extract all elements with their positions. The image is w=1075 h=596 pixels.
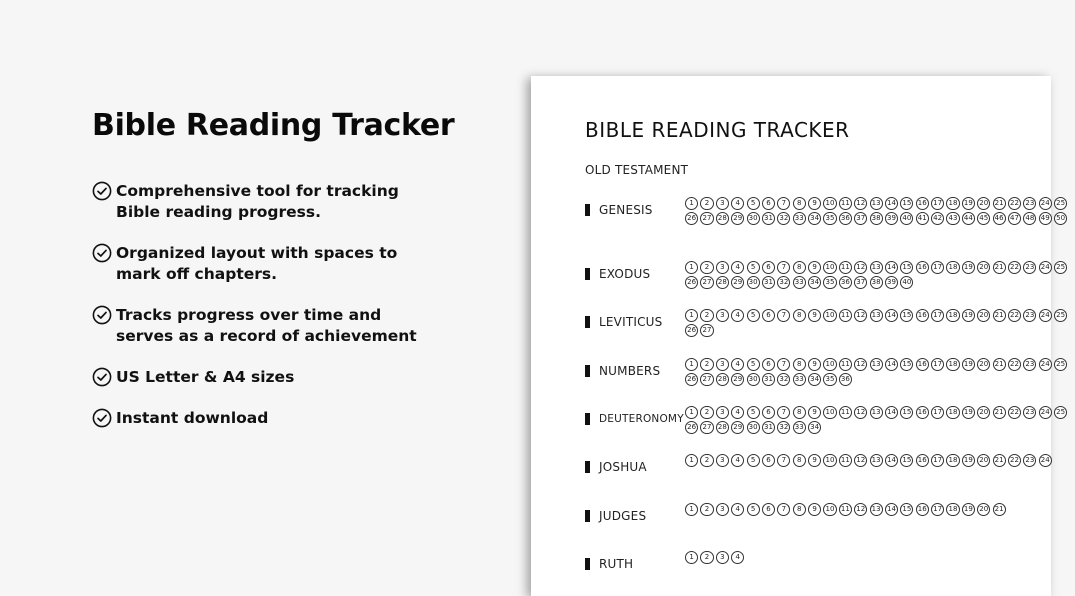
chapter-checkbox[interactable]: 21 [993, 503, 1006, 516]
chapter-checkbox[interactable]: 50 [1054, 212, 1067, 225]
chapter-grid [685, 309, 1075, 337]
chapter-checkbox[interactable]: 10 [823, 358, 836, 371]
chapter-checkbox[interactable]: 4 [731, 551, 744, 564]
chapter-checkbox[interactable]: 47 [1008, 212, 1021, 225]
chapter-checkbox[interactable]: 21 [993, 358, 1006, 371]
chapter-checkbox[interactable]: 19 [962, 309, 975, 322]
circle-check-icon [92, 243, 112, 263]
chapter-checkbox[interactable]: 36 [839, 276, 852, 289]
chapter-checkbox[interactable]: 5 [747, 309, 760, 322]
chapter-checkbox[interactable]: 32 [777, 276, 790, 289]
chapter-checkbox[interactable]: 14 [885, 358, 898, 371]
chapter-checkbox[interactable]: 16 [916, 261, 929, 274]
chapter-checkbox[interactable]: 1 [685, 358, 698, 371]
section-heading: OLD TESTAMENT [585, 163, 689, 177]
chapter-checkbox[interactable]: 40 [900, 212, 913, 225]
chapter-checkbox[interactable]: 26 [685, 276, 698, 289]
chapter-checkbox[interactable]: 3 [716, 503, 729, 516]
chapter-checkbox[interactable]: 36 [839, 212, 852, 225]
book-marker [585, 365, 590, 377]
chapter-checkbox[interactable]: 19 [962, 358, 975, 371]
chapter-checkbox[interactable]: 8 [793, 358, 806, 371]
chapter-checkbox[interactable]: 7 [777, 358, 790, 371]
chapter-checkbox[interactable]: 8 [793, 309, 806, 322]
chapter-checkbox[interactable]: 2 [700, 197, 713, 210]
chapter-checkbox[interactable]: 34 [808, 421, 821, 434]
chapter-checkbox[interactable]: 21 [993, 406, 1006, 419]
chapter-checkbox[interactable]: 20 [977, 454, 990, 467]
chapter-checkbox[interactable]: 11 [839, 309, 852, 322]
chapter-checkbox[interactable]: 20 [977, 309, 990, 322]
chapter-checkbox[interactable]: 5 [747, 406, 760, 419]
chapter-checkbox[interactable]: 6 [762, 406, 775, 419]
chapter-checkbox[interactable]: 24 [1039, 197, 1052, 210]
chapter-checkbox[interactable]: 9 [808, 197, 821, 210]
feature-item [92, 408, 472, 429]
chapter-checkbox[interactable]: 48 [1023, 212, 1036, 225]
feature-item [92, 367, 472, 388]
book-marker [585, 510, 590, 522]
chapter-checkbox[interactable]: 20 [977, 358, 990, 371]
chapter-checkbox[interactable]: 17 [931, 261, 944, 274]
chapter-checkbox[interactable]: 19 [962, 454, 975, 467]
chapter-checkbox[interactable]: 2 [700, 309, 713, 322]
chapter-checkbox[interactable]: 11 [839, 197, 852, 210]
book-marker [585, 461, 590, 473]
chapter-checkbox[interactable]: 7 [777, 261, 790, 274]
chapter-checkbox[interactable]: 35 [823, 212, 836, 225]
chapter-checkbox[interactable]: 10 [823, 454, 836, 467]
chapter-checkbox[interactable]: 33 [793, 276, 806, 289]
chapter-checkbox[interactable]: 5 [747, 358, 760, 371]
circle-check-icon [92, 367, 112, 387]
chapter-checkbox[interactable]: 10 [823, 406, 836, 419]
chapter-checkbox[interactable]: 25 [1054, 261, 1067, 274]
chapter-checkbox[interactable]: 33 [793, 212, 806, 225]
chapter-checkbox[interactable]: 39 [885, 212, 898, 225]
chapter-checkbox[interactable]: 13 [870, 406, 883, 419]
chapter-checkbox[interactable]: 8 [793, 454, 806, 467]
chapter-grid [685, 406, 1075, 434]
chapter-checkbox[interactable]: 18 [946, 358, 959, 371]
chapter-checkbox[interactable]: 5 [747, 197, 760, 210]
chapter-checkbox[interactable]: 37 [854, 276, 867, 289]
chapter-grid [685, 261, 1075, 289]
chapter-grid [685, 358, 1075, 386]
book-marker [585, 268, 590, 280]
chapter-checkbox[interactable]: 38 [870, 276, 883, 289]
chapter-checkbox[interactable]: 2 [700, 406, 713, 419]
chapter-checkbox[interactable]: 24 [1039, 406, 1052, 419]
chapter-checkbox[interactable]: 3 [716, 358, 729, 371]
chapter-checkbox[interactable]: 34 [808, 276, 821, 289]
chapter-checkbox[interactable]: 39 [885, 276, 898, 289]
chapter-checkbox[interactable]: 16 [916, 503, 929, 516]
chapter-checkbox[interactable]: 24 [1039, 309, 1052, 322]
chapter-checkbox[interactable]: 15 [900, 406, 913, 419]
chapter-checkbox[interactable]: 2 [700, 261, 713, 274]
chapter-checkbox[interactable]: 19 [962, 406, 975, 419]
chapter-checkbox[interactable]: 13 [870, 309, 883, 322]
chapter-checkbox[interactable]: 6 [762, 358, 775, 371]
chapter-grid [685, 551, 1075, 564]
chapter-checkbox[interactable]: 12 [854, 309, 867, 322]
chapter-checkbox[interactable]: 23 [1023, 454, 1036, 467]
chapter-checkbox[interactable]: 3 [716, 551, 729, 564]
chapter-checkbox[interactable]: 10 [823, 309, 836, 322]
chapter-checkbox[interactable]: 26 [685, 421, 698, 434]
chapter-checkbox[interactable]: 20 [977, 503, 990, 516]
chapter-checkbox[interactable]: 12 [854, 358, 867, 371]
chapter-checkbox[interactable]: 31 [762, 276, 775, 289]
chapter-checkbox[interactable]: 25 [1054, 309, 1067, 322]
chapter-checkbox[interactable]: 26 [685, 212, 698, 225]
chapter-checkbox[interactable]: 35 [823, 276, 836, 289]
chapter-checkbox[interactable]: 23 [1023, 197, 1036, 210]
chapter-checkbox[interactable]: 15 [900, 503, 913, 516]
chapter-checkbox[interactable]: 16 [916, 406, 929, 419]
chapter-checkbox[interactable]: 3 [716, 406, 729, 419]
chapter-checkbox[interactable]: 32 [777, 373, 790, 386]
book-name: DEUTERONOMY [599, 413, 684, 425]
circle-check-icon [92, 305, 112, 325]
chapter-checkbox[interactable]: 33 [793, 373, 806, 386]
chapter-checkbox[interactable]: 9 [808, 406, 821, 419]
chapter-checkbox[interactable]: 31 [762, 373, 775, 386]
page-title: Bible Reading Tracker [92, 108, 455, 143]
book-name: NUMBERS [599, 364, 661, 378]
book-name: JUDGES [599, 509, 647, 523]
chapter-checkbox[interactable]: 4 [731, 406, 744, 419]
chapter-checkbox[interactable]: 1 [685, 406, 698, 419]
chapter-checkbox[interactable]: 23 [1023, 309, 1036, 322]
chapter-checkbox[interactable]: 31 [762, 421, 775, 434]
chapter-checkbox[interactable]: 19 [962, 261, 975, 274]
chapter-checkbox[interactable]: 27 [700, 212, 713, 225]
chapter-checkbox[interactable]: 32 [777, 421, 790, 434]
chapter-checkbox[interactable]: 18 [946, 197, 959, 210]
chapter-checkbox[interactable]: 36 [839, 373, 852, 386]
chapter-checkbox[interactable]: 34 [808, 212, 821, 225]
chapter-checkbox[interactable]: 17 [931, 197, 944, 210]
chapter-checkbox[interactable]: 27 [700, 373, 713, 386]
chapter-checkbox[interactable]: 8 [793, 197, 806, 210]
chapter-checkbox[interactable]: 27 [700, 276, 713, 289]
chapter-checkbox[interactable]: 4 [731, 454, 744, 467]
chapter-checkbox[interactable]: 24 [1039, 261, 1052, 274]
chapter-grid [685, 503, 1075, 516]
chapter-checkbox[interactable]: 21 [993, 309, 1006, 322]
chapter-checkbox[interactable]: 7 [777, 309, 790, 322]
chapter-checkbox[interactable]: 11 [839, 503, 852, 516]
feature-item [92, 305, 472, 347]
chapter-checkbox[interactable]: 12 [854, 503, 867, 516]
chapter-checkbox[interactable]: 42 [931, 212, 944, 225]
chapter-checkbox[interactable]: 46 [993, 212, 1006, 225]
chapter-checkbox[interactable]: 9 [808, 261, 821, 274]
chapter-checkbox[interactable]: 41 [916, 212, 929, 225]
chapter-checkbox[interactable]: 29 [731, 421, 744, 434]
chapter-checkbox[interactable]: 26 [685, 373, 698, 386]
chapter-checkbox[interactable]: 14 [885, 309, 898, 322]
chapter-checkbox[interactable]: 25 [1054, 358, 1067, 371]
chapter-checkbox[interactable]: 6 [762, 454, 775, 467]
chapter-checkbox[interactable]: 17 [931, 454, 944, 467]
document-title: BIBLE READING TRACKER [585, 118, 850, 142]
chapter-checkbox[interactable]: 44 [962, 212, 975, 225]
chapter-checkbox[interactable]: 30 [747, 212, 760, 225]
chapter-checkbox[interactable]: 22 [1008, 358, 1021, 371]
chapter-checkbox[interactable]: 22 [1008, 197, 1021, 210]
chapter-checkbox[interactable]: 4 [731, 503, 744, 516]
chapter-checkbox[interactable]: 15 [900, 358, 913, 371]
chapter-checkbox[interactable]: 16 [916, 358, 929, 371]
chapter-checkbox[interactable]: 38 [870, 212, 883, 225]
circle-check-icon [92, 408, 112, 428]
chapter-checkbox[interactable]: 14 [885, 261, 898, 274]
chapter-checkbox[interactable]: 43 [946, 212, 959, 225]
chapter-checkbox[interactable]: 6 [762, 261, 775, 274]
chapter-checkbox[interactable]: 5 [747, 454, 760, 467]
chapter-checkbox[interactable]: 4 [731, 261, 744, 274]
chapter-checkbox[interactable]: 17 [931, 503, 944, 516]
feature-item [92, 243, 472, 285]
chapter-checkbox[interactable]: 21 [993, 454, 1006, 467]
book-marker [585, 413, 590, 425]
book-marker [585, 204, 590, 216]
chapter-checkbox[interactable]: 2 [700, 454, 713, 467]
chapter-checkbox[interactable]: 13 [870, 454, 883, 467]
chapter-checkbox[interactable]: 28 [716, 212, 729, 225]
chapter-checkbox[interactable]: 2 [700, 358, 713, 371]
chapter-checkbox[interactable]: 45 [977, 212, 990, 225]
chapter-checkbox[interactable]: 18 [946, 309, 959, 322]
chapter-checkbox[interactable]: 23 [1023, 261, 1036, 274]
chapter-checkbox[interactable]: 12 [854, 261, 867, 274]
feature-text: Instant download [116, 409, 269, 427]
chapter-checkbox[interactable]: 11 [839, 261, 852, 274]
chapter-checkbox[interactable]: 6 [762, 503, 775, 516]
chapter-checkbox[interactable]: 11 [839, 454, 852, 467]
chapter-checkbox[interactable]: 14 [885, 197, 898, 210]
chapter-checkbox[interactable]: 8 [793, 503, 806, 516]
chapter-checkbox[interactable]: 1 [685, 454, 698, 467]
circle-check-icon [92, 181, 112, 201]
feature-item [92, 181, 472, 223]
chapter-checkbox[interactable]: 10 [823, 503, 836, 516]
chapter-checkbox[interactable]: 9 [808, 309, 821, 322]
chapter-checkbox[interactable]: 17 [931, 406, 944, 419]
chapter-checkbox[interactable]: 3 [716, 197, 729, 210]
book-name: GENESIS [599, 203, 653, 217]
book-name: EXODUS [599, 267, 651, 281]
chapter-checkbox[interactable]: 17 [931, 358, 944, 371]
chapter-checkbox[interactable]: 30 [747, 421, 760, 434]
chapter-checkbox[interactable]: 14 [885, 503, 898, 516]
chapter-checkbox[interactable]: 12 [854, 197, 867, 210]
chapter-checkbox[interactable]: 8 [793, 406, 806, 419]
book-marker [585, 558, 590, 570]
chapter-checkbox[interactable]: 3 [716, 454, 729, 467]
chapter-checkbox[interactable]: 40 [900, 276, 913, 289]
chapter-checkbox[interactable]: 23 [1023, 358, 1036, 371]
chapter-checkbox[interactable]: 30 [747, 276, 760, 289]
chapter-checkbox[interactable]: 1 [685, 309, 698, 322]
chapter-checkbox[interactable]: 8 [793, 261, 806, 274]
chapter-checkbox[interactable]: 10 [823, 197, 836, 210]
chapter-checkbox[interactable]: 2 [700, 551, 713, 564]
chapter-checkbox[interactable]: 33 [793, 421, 806, 434]
chapter-checkbox[interactable]: 2 [700, 503, 713, 516]
chapter-checkbox[interactable]: 29 [731, 373, 744, 386]
chapter-checkbox[interactable]: 28 [716, 373, 729, 386]
chapter-checkbox[interactable]: 25 [1054, 197, 1067, 210]
chapter-checkbox[interactable]: 34 [808, 373, 821, 386]
chapter-checkbox[interactable]: 15 [900, 309, 913, 322]
chapter-checkbox[interactable]: 14 [885, 406, 898, 419]
chapter-checkbox[interactable]: 26 [685, 324, 698, 337]
book-name: LEVITICUS [599, 315, 663, 329]
chapter-checkbox[interactable]: 18 [946, 503, 959, 516]
chapter-checkbox[interactable]: 4 [731, 358, 744, 371]
chapter-checkbox[interactable]: 19 [962, 197, 975, 210]
chapter-checkbox[interactable]: 18 [946, 261, 959, 274]
chapter-checkbox[interactable]: 29 [731, 276, 744, 289]
chapter-checkbox[interactable]: 10 [823, 261, 836, 274]
chapter-checkbox[interactable]: 17 [931, 309, 944, 322]
chapter-checkbox[interactable]: 21 [993, 197, 1006, 210]
book-marker [585, 316, 590, 328]
tracker-document-preview [531, 76, 1066, 596]
chapter-checkbox[interactable]: 1 [685, 503, 698, 516]
chapter-checkbox[interactable]: 14 [885, 454, 898, 467]
chapter-checkbox[interactable]: 24 [1039, 358, 1052, 371]
chapter-checkbox[interactable]: 22 [1008, 261, 1021, 274]
chapter-grid [685, 454, 1075, 467]
chapter-checkbox[interactable]: 37 [854, 212, 867, 225]
chapter-checkbox[interactable]: 15 [900, 197, 913, 210]
chapter-checkbox[interactable]: 28 [716, 276, 729, 289]
chapter-checkbox[interactable]: 32 [777, 212, 790, 225]
chapter-checkbox[interactable]: 6 [762, 197, 775, 210]
chapter-checkbox[interactable]: 7 [777, 503, 790, 516]
chapter-checkbox[interactable]: 6 [762, 309, 775, 322]
feature-text: Tracks progress over time and serves as a record of achievement [116, 306, 417, 345]
chapter-checkbox[interactable]: 13 [870, 358, 883, 371]
feature-text: Comprehensive tool for tracking Bible reading progress. [116, 182, 399, 221]
chapter-checkbox[interactable]: 9 [808, 358, 821, 371]
chapter-checkbox[interactable]: 3 [716, 309, 729, 322]
chapter-checkbox[interactable]: 19 [962, 503, 975, 516]
chapter-checkbox[interactable]: 11 [839, 406, 852, 419]
book-name: RUTH [599, 557, 634, 571]
chapter-checkbox[interactable]: 4 [731, 197, 744, 210]
chapter-checkbox[interactable]: 3 [716, 261, 729, 274]
feature-text: US Letter & A4 sizes [116, 368, 295, 386]
chapter-checkbox[interactable]: 28 [716, 421, 729, 434]
chapter-checkbox[interactable]: 24 [1039, 454, 1052, 467]
chapter-checkbox[interactable]: 13 [870, 261, 883, 274]
chapter-checkbox[interactable]: 29 [731, 212, 744, 225]
chapter-checkbox[interactable]: 7 [777, 454, 790, 467]
chapter-checkbox[interactable]: 1 [685, 197, 698, 210]
chapter-checkbox[interactable]: 25 [1054, 406, 1067, 419]
chapter-checkbox[interactable]: 27 [700, 324, 713, 337]
chapter-checkbox[interactable]: 31 [762, 212, 775, 225]
chapter-checkbox[interactable]: 7 [777, 197, 790, 210]
chapter-checkbox[interactable]: 9 [808, 454, 821, 467]
chapter-checkbox[interactable]: 13 [870, 197, 883, 210]
chapter-checkbox[interactable]: 16 [916, 197, 929, 210]
chapter-checkbox[interactable]: 13 [870, 503, 883, 516]
chapter-checkbox[interactable]: 21 [993, 261, 1006, 274]
chapter-checkbox[interactable]: 20 [977, 197, 990, 210]
chapter-checkbox[interactable]: 20 [977, 261, 990, 274]
chapter-checkbox[interactable]: 1 [685, 261, 698, 274]
chapter-grid [685, 197, 1075, 225]
chapter-checkbox[interactable]: 23 [1023, 406, 1036, 419]
chapter-checkbox[interactable]: 22 [1008, 454, 1021, 467]
chapter-checkbox[interactable]: 15 [900, 261, 913, 274]
chapter-checkbox[interactable]: 16 [916, 454, 929, 467]
chapter-checkbox[interactable]: 15 [900, 454, 913, 467]
book-name: JOSHUA [599, 460, 647, 474]
chapter-checkbox[interactable]: 49 [1039, 212, 1052, 225]
chapter-checkbox[interactable]: 12 [854, 454, 867, 467]
chapter-checkbox[interactable]: 22 [1008, 406, 1021, 419]
chapter-checkbox[interactable]: 35 [823, 373, 836, 386]
feature-list [92, 181, 472, 429]
chapter-checkbox[interactable]: 27 [700, 421, 713, 434]
chapter-checkbox[interactable]: 4 [731, 309, 744, 322]
chapter-checkbox[interactable]: 30 [747, 373, 760, 386]
chapter-checkbox[interactable]: 22 [1008, 309, 1021, 322]
chapter-checkbox[interactable]: 18 [946, 454, 959, 467]
chapter-checkbox[interactable]: 18 [946, 406, 959, 419]
chapter-checkbox[interactable]: 7 [777, 406, 790, 419]
chapter-checkbox[interactable]: 12 [854, 406, 867, 419]
feature-text: Organized layout with spaces to mark off chapters. [116, 244, 398, 283]
product-info [92, 108, 472, 449]
chapter-checkbox[interactable]: 9 [808, 503, 821, 516]
chapter-checkbox[interactable]: 11 [839, 358, 852, 371]
chapter-checkbox[interactable]: 5 [747, 503, 760, 516]
chapter-checkbox[interactable]: 1 [685, 551, 698, 564]
chapter-checkbox[interactable]: 5 [747, 261, 760, 274]
chapter-checkbox[interactable]: 20 [977, 406, 990, 419]
chapter-checkbox[interactable]: 16 [916, 309, 929, 322]
